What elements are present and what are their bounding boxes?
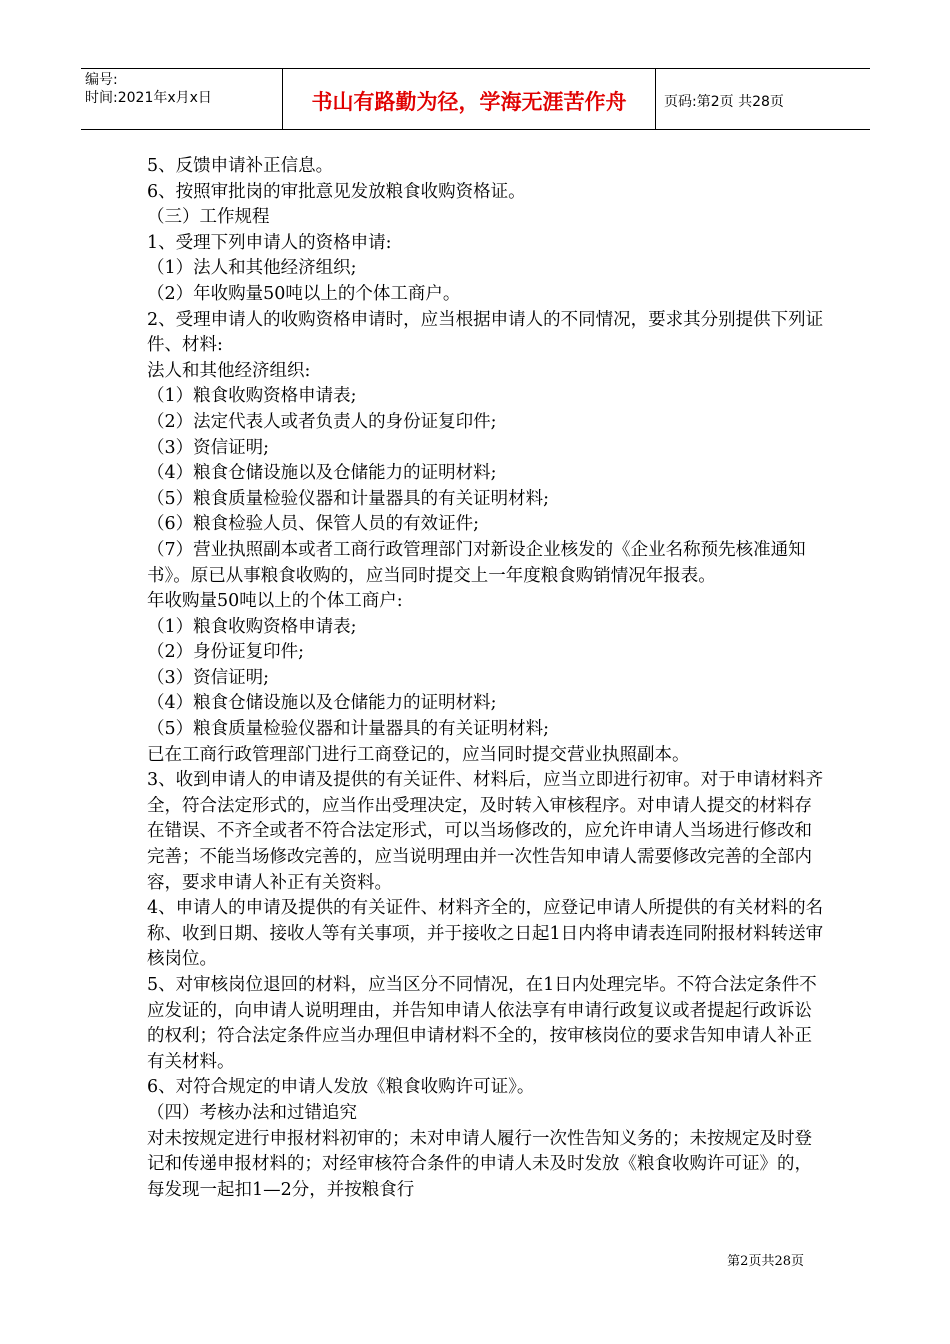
paragraph: 3、收到申请人的申请及提供的有关证件、材料后，应当立即进行初审。对于申请材料齐全，符合法定形式的，应当作出受理决定，及时转入审核程序。对申请人提交的材料存在错误、不齐全或者不符合法定形式，可以当场修改的，应允许申请人当场进行修改和完善；不能当场修改完善的，应当说明理由并一次性告知申请人需要修改完善的全部内容，要求申请人补正有关资料。 [147,770,824,893]
paragraph: 1、受理下列申请人的资格申请: [147,232,392,253]
paragraph: 已在工商行政管理部门进行工商登记的，应当同时提交营业执照副本。 [147,744,690,765]
list-item: （1）法人和其他经济组织; [147,258,357,279]
header-motto: 书山有路勤为径，学海无涯苦作舟 [283,69,656,129]
list-item: （4）粮食仓储设施以及仓储能力的证明材料; [147,463,497,484]
page-header [81,68,870,130]
list-item: （2）年收购量50吨以上的个体工商户。 [147,283,461,304]
section-heading: （四）考核办法和过错追究 [147,1102,357,1123]
paragraph: 6、对符合规定的申请人发放《粮食收购许可证》。 [147,1077,535,1098]
paragraph: 6、按照审批岗的审批意见发放粮食收购资格证。 [147,181,526,202]
paragraph: 4、申请人的申请及提供的有关证件、材料齐全的，应登记申请人所提供的有关材料的名称、收到日期、接收人等有关事项，并于接收之日起1日内将申请表连同附报材料转送审核岗位。 [147,898,824,970]
paragraph: 2、受理申请人的收购资格申请时，应当根据申请人的不同情况，要求其分别提供下列证件、材料: [147,309,824,356]
list-item: （1）粮食收购资格申请表; [147,386,357,407]
paragraph: 对未按规定进行申报材料初审的；未对申请人履行一次性告知义务的；未按规定及时登记和传递申报材料的；对经审核符合条件的申请人未及时发放《粮食收购许可证》的，每发现一起扣1—2分，并按粮食行 [147,1128,812,1200]
list-item: （1）粮食收购资格申请表; [147,616,357,637]
subheading: 年收购量50吨以上的个体工商户: [147,591,403,612]
document-date-label: 时间:2021年x月x日 [85,90,212,106]
list-item: （3）资信证明; [147,437,270,458]
header-page-number: 页码:第2页 共28页 [664,94,784,110]
list-item: （5）粮食质量检验仪器和计量器具的有关证明材料; [147,488,550,509]
paragraph: 5、反馈申请补正信息。 [147,156,334,176]
list-item: （2）法定代表人或者负责人的身份证复印件; [147,411,497,432]
list-item: （4）粮食仓储设施以及仓储能力的证明材料; [147,693,497,714]
list-item: （2）身份证复印件; [147,642,305,663]
document-number-label: 编号: [85,72,118,88]
document-body [147,154,827,1203]
subheading: 法人和其他经济组织: [147,360,311,381]
header-meta [81,69,283,129]
list-item: （7）营业执照副本或者工商行政管理部门对新设企业核发的《企业名称预先核准通知书》。原已从事粮食收购的，应当同时提交上一年度粮食购销情况年报表。 [147,539,806,586]
list-item: （6）粮食检验人员、保管人员的有效证件; [147,514,480,535]
section-heading: （三）工作规程 [147,207,270,228]
list-item: （5）粮食质量检验仪器和计量器具的有关证明材料; [147,719,550,740]
list-item: （3）资信证明; [147,667,270,688]
paragraph: 5、对审核岗位退回的材料，应当区分不同情况，在1日内处理完毕。不符合法定条件不应发证的，向申请人说明理由，并告知申请人依法享有申请行政复议或者提起行政诉讼的权利；符合法定条件应当办理但申请材料不全的，按审核岗位的要求告知申请人补正有关材料。 [147,975,817,1072]
page-footer: 第2页共28页 [727,1254,804,1269]
